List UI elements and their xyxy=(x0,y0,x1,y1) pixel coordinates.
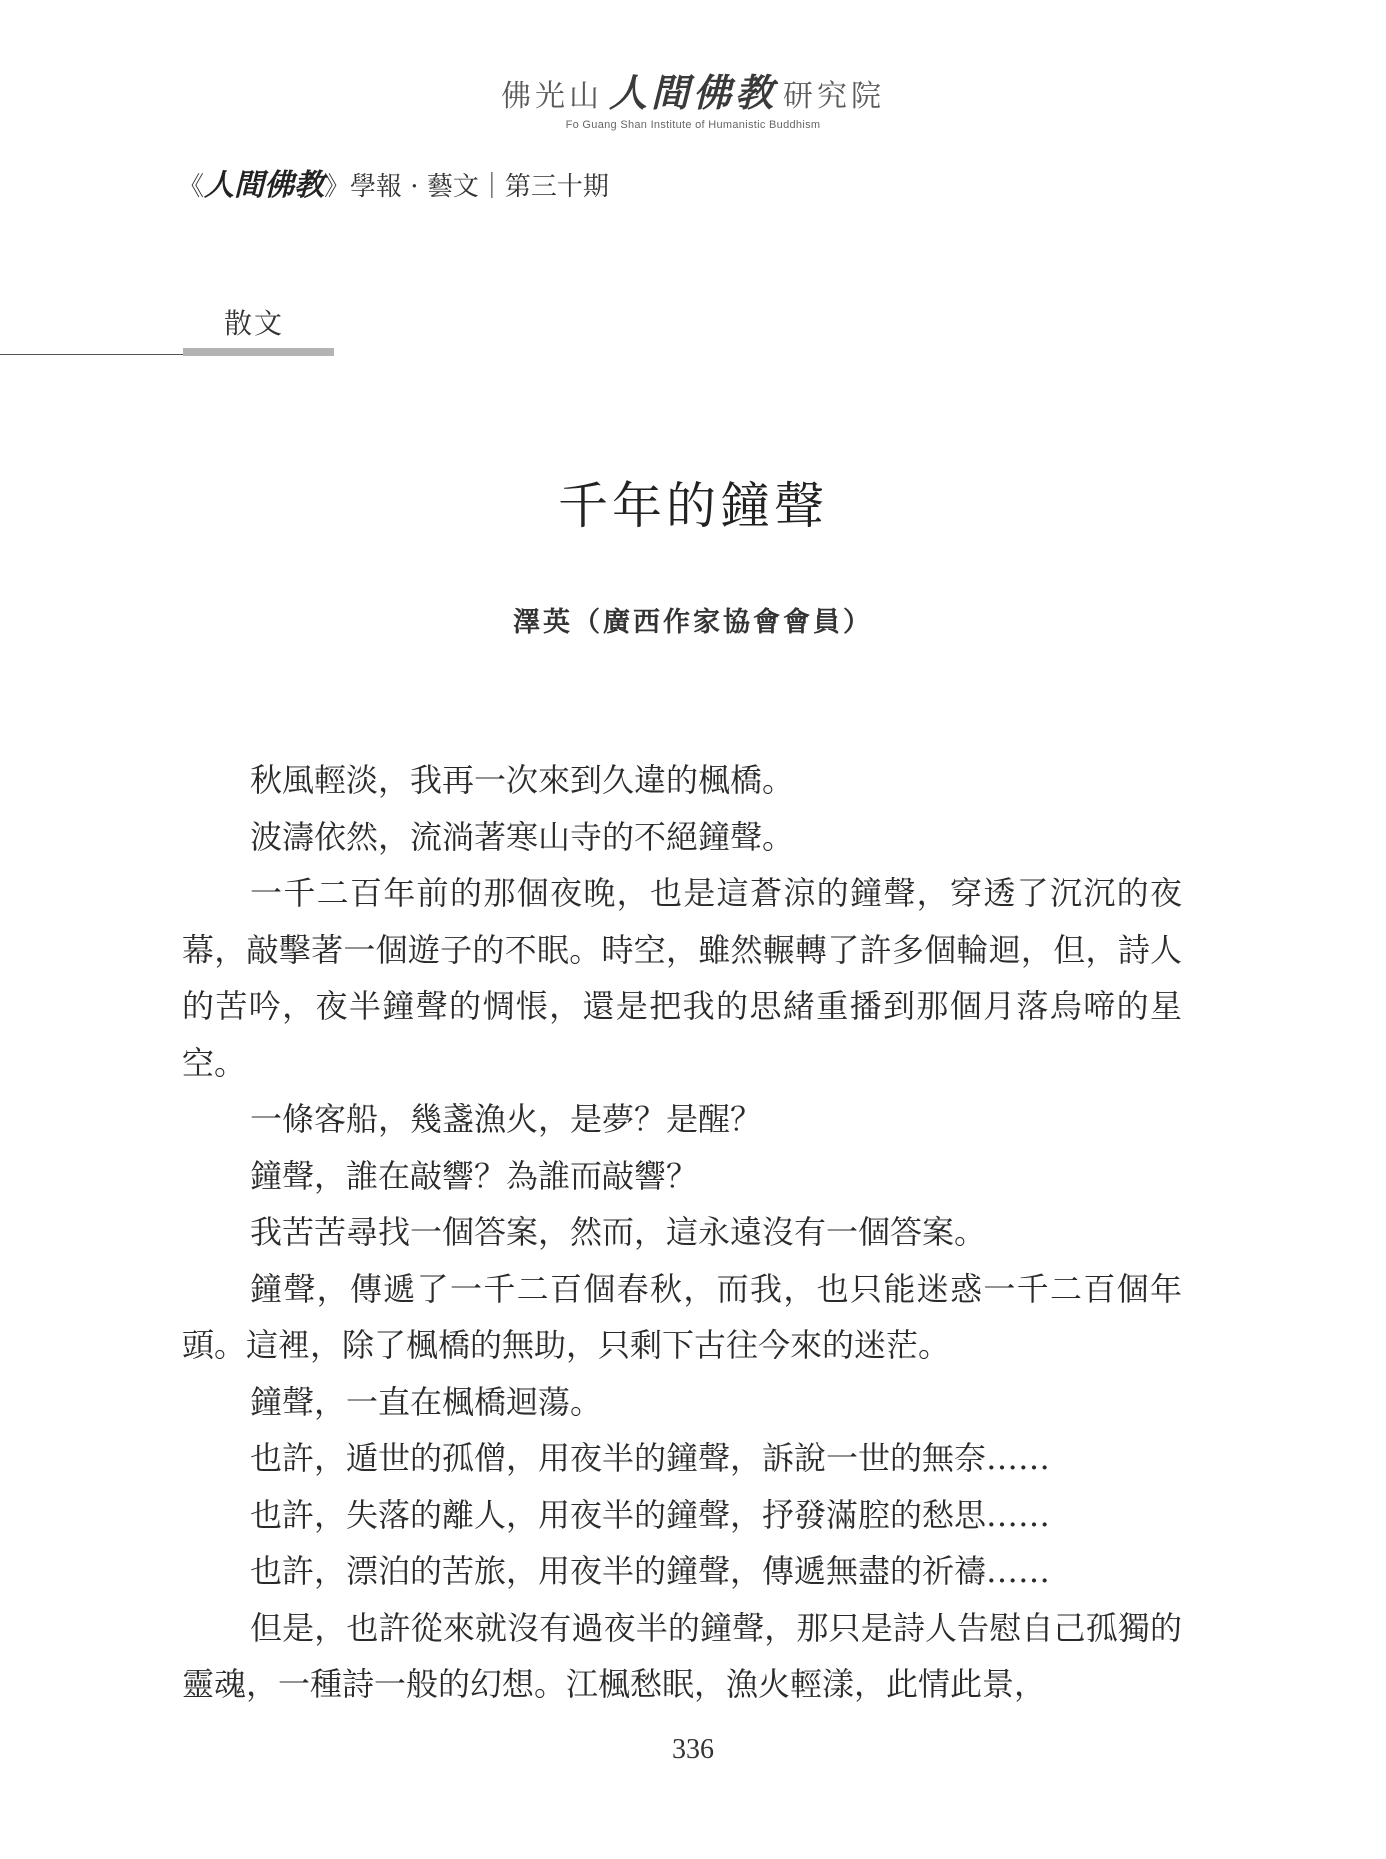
section-label: 散文 xyxy=(224,307,285,340)
article-author: 澤英（廣西作家協會會員） xyxy=(513,607,873,638)
paragraph: 鐘聲，誰在敲響？為誰而敲響？ xyxy=(250,1156,699,1195)
journal-running-header xyxy=(178,160,609,204)
paragraph: 一條客船，幾盞漁火，是夢？是醒？ xyxy=(250,1100,763,1138)
journal-issue-info: 學報 · 藝文｜第三十期 xyxy=(350,172,609,202)
article-title: 千年的鐘聲 xyxy=(558,477,828,535)
paragraph: 波濤依然，流淌著寒山寺的不絕鐘聲。 xyxy=(250,817,795,856)
institute-english-name: Fo Guang Shan Institute of Humanistic Buddhism xyxy=(565,119,821,131)
paragraph: 也許，漂泊的苦旅，用夜半的鐘聲，傳遞無盡的祈禱…… xyxy=(250,1552,1051,1590)
journal-close-bracket: 》 xyxy=(324,172,351,202)
paragraph: 鐘聲，一直在楓橋迴蕩。 xyxy=(250,1382,603,1421)
institute-name xyxy=(0,62,1386,117)
institute-prefix: 佛光山 xyxy=(500,79,603,114)
paragraph: 我苦苦尋找一個答案，然而，這永遠沒有一個答案。 xyxy=(250,1213,987,1251)
paragraph: 也許，遁世的孤僧，用夜半的鐘聲，訴說一世的無奈…… xyxy=(250,1439,1051,1477)
paragraph: 也許，失落的離人，用夜半的鐘聲，抒發滿腔的愁思…… xyxy=(250,1495,1051,1534)
paragraph: 秋風輕淡，我再一次來到久違的楓橋。 xyxy=(250,761,795,799)
section-rule-bar xyxy=(183,348,334,356)
paragraph: 一千二百年前的那個夜晚，也是這蒼涼的鐘聲，穿透了沉沉的夜幕，敲擊著一個遊子的不眠。時空，雖然輾轉了許多個輪迴，但，詩人的苦吟，夜半鐘聲的惆悵，還是把我的思緒重播到那個月落烏啼的星空。 xyxy=(182,874,1182,1082)
institute-suffix: 研究院 xyxy=(783,79,885,114)
journal-brand-logotype: 人間佛教 xyxy=(204,168,325,203)
journal-open-bracket: 《 xyxy=(178,172,205,202)
page-number: 336 xyxy=(672,1734,714,1765)
paragraph: 但是，也許從來就沒有過夜半的鐘聲，那只是詩人告慰自己孤獨的靈魂，一種詩一般的幻想。江楓愁眠，漁火輕漾，此情此景， xyxy=(182,1608,1182,1703)
article-body xyxy=(182,752,1182,1713)
paragraph: 鐘聲，傳遞了一千二百個春秋，而我，也只能迷惑一千二百個年頭。這裡，除了楓橋的無助，只剩下古往今來的迷茫。 xyxy=(182,1269,1182,1364)
institute-header xyxy=(0,62,1386,131)
institute-brand-logotype: 人間佛教 xyxy=(608,70,777,115)
